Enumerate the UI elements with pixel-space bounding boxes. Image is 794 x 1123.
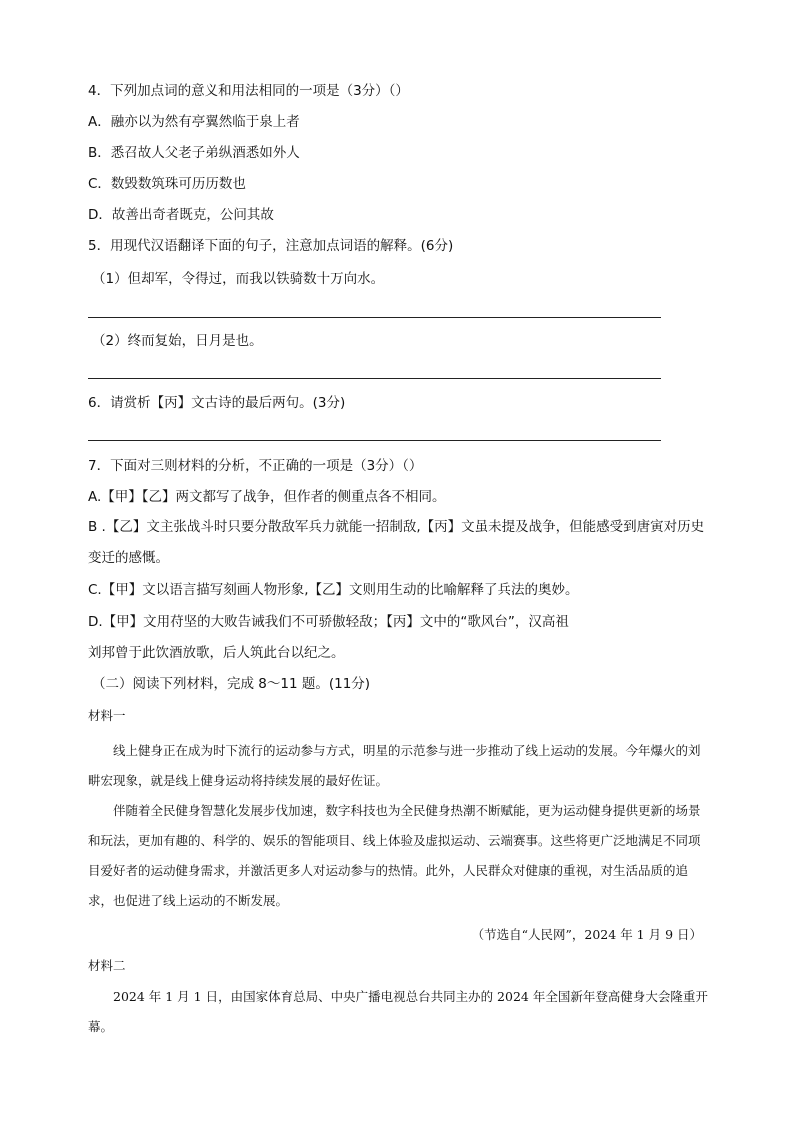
answer-line-q5-2[interactable] [88,378,661,379]
q7-option-d: D.【甲】文用苻坚的大败告诫我们不可骄傲轻敌；【丙】文中的“歌风台”，汉高祖 [88,614,569,630]
q4-option-d: D．故善出奇者既克，公问其故 [88,207,274,223]
answer-line-q5-1[interactable] [88,317,661,318]
q5-sentence-1: （1）但却军，令得过，而我以铁骑数十万向水。 [92,271,385,287]
q4-option-a: A．融亦以为然有亭翼然临于泉上者 [88,114,300,130]
material-2-paragraph-1: 2024 年 1 月 1 日，由国家体育总局、中央广播电视总台共同主办的 2024 年全国新年登高健身大会隆重开幕。 [88,989,708,1034]
material-1-paragraph-2: 伴随着全民健身智慧化发展步伐加速，数字科技也为全民健身热潮不断赋能，更为运动健身提供更新的场景和玩法，更加有趣的、科学的、娱乐的智能项目、线上体验及虚拟运动、云端赛事。这些将更广泛地满足不同项目爱好者的运动健身需求，并激活更多人对运动参与的热情。此外，人民群众对健康的重视，对生活品质的追求，也促进了线上运动的不断发展。 [88,803,701,908]
q5-stem: 5．用现代汉语翻译下面的句子，注意加点词语的解释。(6分) [88,238,454,254]
material-1-title: 材料一 [88,708,126,723]
q5-sentence-2: （2）终而复始，日月是也。 [92,333,263,349]
q7-option-d-continued: 刘邦曾于此饮酒放歌，后人筑此台以纪之。 [88,645,345,661]
q7-option-a: A.【甲】【乙】两文都写了战争，但作者的侧重点各不相同。 [88,489,446,505]
q6-stem: 6．请赏析【丙】文古诗的最后两句。(3分) [88,395,346,411]
q4-stem: 4．下列加点词的意义和用法相同的一项是（3分）（） [88,83,409,99]
q4-option-b: B．悉召故人父老子弟纵酒悉如外人 [88,145,300,161]
q7-stem: 7．下面对三则材料的分析，不正确的一项是（3分）（） [88,458,423,474]
material-1-paragraph-1: 线上健身正在成为时下流行的运动参与方式，明星的示范参与进一步推动了线上运动的发展。今年爆火的刘畊宏现象，就是线上健身运动将持续发展的最好佐证。 [88,743,701,788]
q4-option-c: C．数毁数筑珠可历历数也 [88,176,246,192]
answer-line-q6[interactable] [88,440,661,441]
q7-option-b: B .【乙】文主张战斗时只要分散敌军兵力就能一招制敌,【丙】文虽未提及战争，但能感受到唐寅对历史变迁的感慨。 [88,519,705,566]
section-heading: （二）阅读下列材料，完成 8～11 题。(11分) [92,676,371,692]
material-1-source: （节选自“人民网”，2024 年 1 月 9 日） [471,927,702,942]
material-2-title: 材料二 [88,958,126,973]
q7-option-c: C.【甲】文以语言描写刻画人物形象,【乙】文则用生动的比喻解释了兵法的奥妙。 [88,582,579,598]
